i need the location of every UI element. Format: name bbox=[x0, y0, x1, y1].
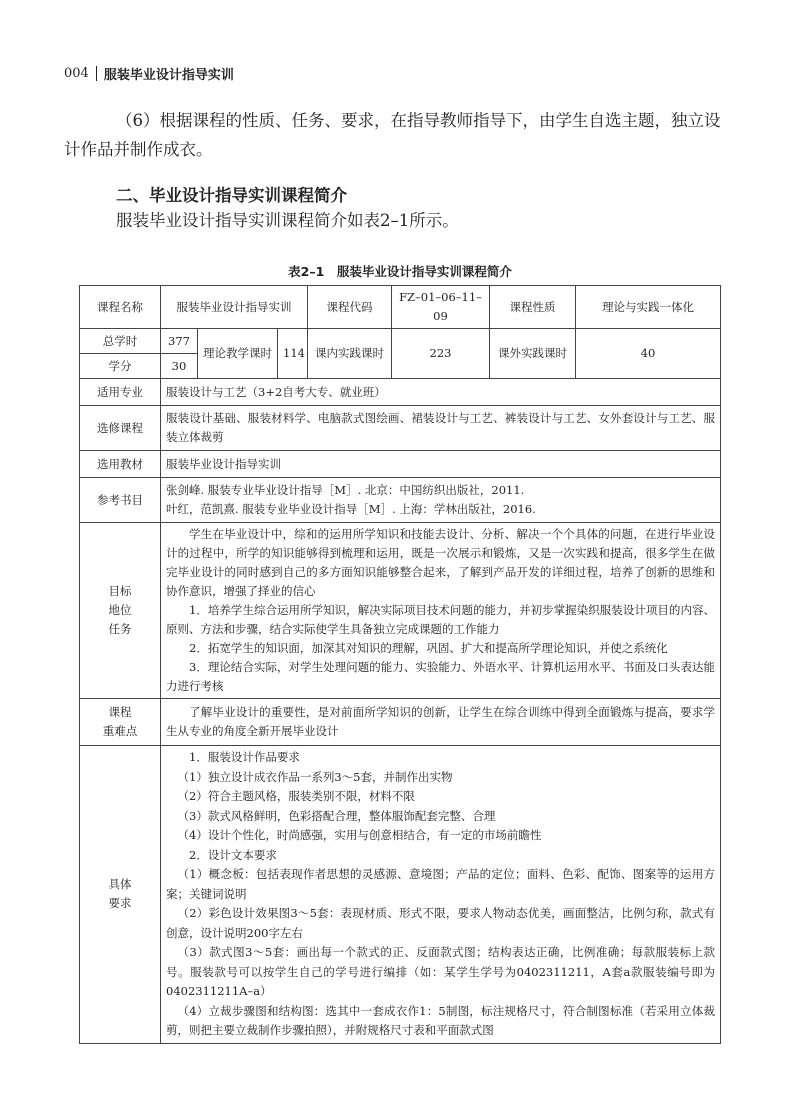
prereq-label: 选修课程 bbox=[80, 406, 161, 451]
section-intro: 服装毕业设计指导实训课程简介如表2–1所示。 bbox=[116, 211, 459, 230]
goals-item: 1．培养学生综合运用所学知识，解决实际项目技术问题的能力，并初步掌握染织服装设计项目的内容、原则、方法和步骤，结合实际使学生具备独立完成课题的工作能力 bbox=[166, 603, 715, 636]
goals-item: 2．拓宽学生的知识面，加深其对知识的理解，巩固、扩大和提高所学理论知识，并使之系统化 bbox=[189, 641, 668, 655]
book-title: 服装毕业设计指导实训 bbox=[103, 68, 234, 83]
requirements-label-line: 具体 bbox=[108, 877, 132, 892]
ref-item: 叶红，范凯熹. 服装专业毕业设计指导［M］. 上海：学林出版社，2016. bbox=[166, 502, 536, 516]
textbook-value: 服装毕业设计指导实训 bbox=[161, 451, 721, 478]
ref-item: 张剑峰. 服装专业毕业设计指导［M］. 北京：中国纺织出版社，2011. bbox=[166, 483, 525, 497]
header-divider bbox=[96, 66, 97, 81]
goals-label-line: 地位 bbox=[108, 603, 132, 617]
requirements-label-line: 要求 bbox=[108, 896, 132, 911]
table-row bbox=[80, 699, 721, 746]
requirement-line: （4）立裁步骤图和结构图：选其中一套成衣作1：5制图，标注规格尺寸，符合制图标准（若采用立体裁剪，则把主要立裁制作步骤拍照），并附规格尺寸表和平面款式图 bbox=[166, 1003, 715, 1037]
goals-value bbox=[161, 523, 721, 699]
total-hours-label: 总学时 bbox=[80, 329, 161, 354]
keypoints-label-line: 重难点 bbox=[102, 724, 138, 738]
refs-label: 参考书目 bbox=[80, 478, 161, 523]
table-row bbox=[80, 406, 721, 451]
textbook-label: 选用教材 bbox=[80, 451, 161, 478]
table-row bbox=[80, 286, 721, 329]
keypoints-label-line: 课程 bbox=[108, 705, 132, 719]
major-value: 服装设计与工艺（3+2自考大专、就业班） bbox=[161, 379, 721, 406]
goals-intro: 学生在毕业设计中，综和的运用所学知识和技能去设计、分析、解决一个个具体的问题，在进行毕业设计的过程中，所学的知识能够得到梳理和运用，既是一次展示和锻炼，又是一次实践和提高，很多学生在做完毕业设计的同时感到自己的多方面知识能够整合起来，了解到产品开发的详细过程，培养了创新的思维和协作意识，增强了择业的信心 bbox=[166, 527, 715, 598]
course-code-label: 课程代码 bbox=[308, 286, 392, 329]
course-code-value: FZ–01–06–11–09 bbox=[392, 286, 490, 329]
goals-label-line: 目标 bbox=[108, 584, 132, 598]
page-header bbox=[64, 64, 234, 83]
paragraph-item-6: （6）根据课程的性质、任务、要求，在指导教师指导下，由学生自选主题，独立设计作品并制作成衣。 bbox=[64, 111, 721, 159]
course-name-value: 服装毕业设计指导实训 bbox=[161, 286, 308, 329]
table-row bbox=[80, 746, 721, 1044]
table-row bbox=[80, 379, 721, 406]
prereq-value: 服装设计基础、服装材料学、电脑款式图绘画、裙装设计与工艺、裤装设计与工艺、女外套设计与工艺、服装立体裁剪 bbox=[161, 406, 721, 451]
outclass-practice-label: 课外实践课时 bbox=[490, 329, 576, 379]
page-number: 004 bbox=[64, 66, 89, 81]
inclass-practice-value: 223 bbox=[392, 329, 490, 379]
course-name-label: 课程名称 bbox=[80, 286, 161, 329]
credit-value: 30 bbox=[161, 354, 198, 379]
requirement-line: （4）设计个性化，时尚感强，实用与创意相结合，有一定的市场前瞻性 bbox=[177, 828, 542, 842]
credit-label: 学分 bbox=[80, 354, 161, 379]
table-caption: 表2–1 服装毕业设计指导实训课程简介 bbox=[288, 264, 512, 279]
requirement-line: 1．服装设计作品要求 bbox=[189, 750, 300, 764]
section-title: 二、毕业设计指导实训课程简介 bbox=[116, 186, 347, 205]
requirement-line: （1）概念板：包括表现作者思想的灵感源、意境图；产品的定位；面料、色彩、配饰、图案等的运用方案；关键词说明 bbox=[166, 867, 715, 901]
table-row bbox=[80, 523, 721, 699]
table-row bbox=[80, 478, 721, 523]
table-row bbox=[80, 451, 721, 478]
major-label: 适用专业 bbox=[80, 379, 161, 406]
requirements-label bbox=[80, 746, 161, 1044]
outclass-practice-value: 40 bbox=[576, 329, 721, 379]
requirement-line: （1）独立设计成衣作品一系列3～5套，并制作出实物 bbox=[177, 769, 453, 784]
course-table bbox=[79, 285, 721, 1044]
requirement-line: 2．设计文本要求 bbox=[189, 847, 277, 862]
goals-label bbox=[80, 523, 161, 699]
table-row bbox=[80, 329, 721, 354]
course-nature-label: 课程性质 bbox=[490, 286, 576, 329]
goals-label-line: 任务 bbox=[108, 622, 132, 636]
requirements-value bbox=[161, 746, 721, 1044]
refs-value bbox=[161, 478, 721, 523]
course-nature-value: 理论与实践一体化 bbox=[576, 286, 721, 329]
keypoints-value: 了解毕业设计的重要性，是对前面所学知识的创新，让学生在综合训练中得到全面锻炼与提高，要求学生从专业的角度全新开展毕业设计 bbox=[161, 699, 721, 746]
requirement-line: （3）款式图3～5套：画出每一个款式的正、反面款式图；结构表达正确，比例准确；每款服装标上款号。服装款号可以按学生自己的学号进行编排（如：某学生学号为0402311211，A套a款服装编号即为0402311211A–a） bbox=[166, 945, 715, 998]
requirement-line: （3）款式风格鲜明，色彩搭配合理，整体服饰配套完整、合理 bbox=[177, 808, 496, 823]
requirement-line: （2）彩色设计效果图3～5套：表现材质、形式不限，要求人物动态优美，画面整洁，比例匀称，款式有创意，设计说明200字左右 bbox=[166, 906, 715, 940]
goals-item: 3．理论结合实际，对学生处理问题的能力、实验能力、外语水平、计算机运用水平、书面及口头表达能力进行考核 bbox=[166, 660, 715, 693]
keypoints-label bbox=[80, 699, 161, 746]
total-hours-value: 377 bbox=[161, 329, 198, 354]
requirement-line: （2）符合主题风格，服装类别不限，材料不限 bbox=[177, 789, 415, 803]
inclass-practice-label: 课内实践课时 bbox=[308, 329, 392, 379]
theory-hours-label: 理论教学课时 bbox=[198, 329, 278, 379]
theory-hours-value: 114 bbox=[278, 329, 308, 379]
